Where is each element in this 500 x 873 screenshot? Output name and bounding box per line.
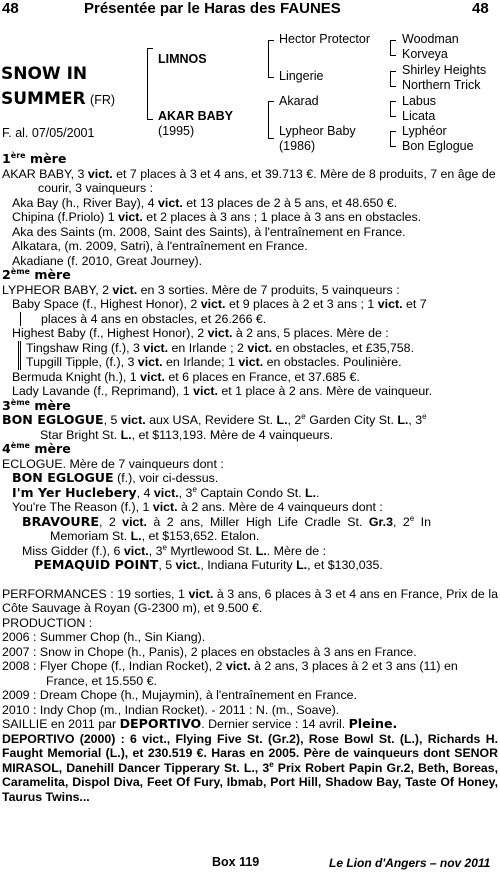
- section-2nd-dam: 2ème mère: [2, 266, 71, 282]
- dam-parents-bracket: [268, 101, 274, 139]
- produce-akadiane: Akadiane (f. 2010, Great Journey).: [12, 253, 203, 268]
- lot-number-left: 48: [2, 0, 19, 17]
- produce-baby-space-cont: places à 4 ans en obstacles, et 26.266 €.: [20, 312, 498, 327]
- produce-bravoure-cont: Memoriam St. L., et $153,652. Etalon.: [50, 529, 260, 543]
- pedigree-gs-1: Hector Protector: [279, 32, 371, 46]
- produce-miss-gidder: Miss Gidder (f.), 6 vict., 3e Myrtlewood St. L.. Mère de :: [22, 542, 327, 558]
- production-2006: 2006 : Summer Chop (h., Sin Kiang).: [2, 630, 206, 644]
- produce-huclebery: I'm Yer Huclebery, 4 vict., 3e Captain Condo St. L..: [12, 484, 320, 500]
- pedigree-ggs-3: Shirley Heights: [402, 63, 487, 77]
- dam-lypheor-baby: LYPHEOR BABY, 2 vict. en 3 sorties. Mère de 7 produits, 5 vainqueurs :: [2, 282, 400, 297]
- highest-baby-produce: [18, 341, 498, 370]
- pedigree-sire: LIMNOS: [158, 52, 207, 66]
- pedigree-ggs-1: Woodman: [402, 32, 459, 46]
- pedigree-ggs-6: Licata: [402, 109, 436, 123]
- lot-number-right: 48: [472, 0, 489, 17]
- pedigree-ggs-4: Northern Trick: [402, 78, 481, 92]
- pedigree-gs-4: Lypheor Baby: [279, 124, 356, 138]
- produce-bermuda-knight: Bermuda Knight (h.), 1 vict. et 6 places en France, et 37.685 €.: [12, 369, 360, 384]
- produce-aka-des-saints: Aka des Saints (m. 2008, Saint des Saints), à l'entraînement en France.: [12, 224, 406, 239]
- pedigree-ggs-8: Bon Eglogue: [402, 139, 474, 153]
- ggs-bracket-4: [390, 131, 396, 147]
- sire-deportivo-summary: DEPORTIVO (2000) : 6 vict., Flying Five St. (Gr.2), Rose Bowl St. (L.), Richards H. Faught Memorial (L.), et 230.519 €. Haras en 2005. Père de vainqueurs dont SENOR MIRASOL, Danehill Dancer Tipperary St. L., 3e Prix Robert Papin Gr.2, Beth, Boreas, Caramelita, Dispol Diva, Feet Of Fury, Ibmab, Port Hill, Shadow Bay, Taste Of Honey, Taurus Twins...: [2, 731, 499, 804]
- pedigree-dam-year: (1995): [158, 124, 195, 138]
- section-4th-dam: 4ème mère: [2, 440, 71, 456]
- produce-bravoure: BRAVOURE, 2 vict. à 2 ans, Miller High Life Cradle St. Gr.3, 2e In: [22, 513, 431, 529]
- pedigree-ggs-5: Labus: [402, 94, 437, 108]
- horse-name-line1: SNOW IN: [1, 64, 88, 84]
- production-2009: 2009 : Dream Chope (h., Mujaymin), à l'entraînement en France.: [2, 688, 357, 702]
- production-2007: 2007 : Snow in Chope (h., Panis), 2 places en obstacles à 3 ans en France.: [2, 644, 417, 659]
- horse-name-line2-wrap: [1, 89, 115, 109]
- saillie: SAILLIE en 2011 par DEPORTIVO. Dernier service : 14 avril. Pleine.: [2, 716, 398, 731]
- pedigree-gs-3: Akarad: [279, 94, 319, 108]
- produce-alkatara: Alkatara, (m. 2009, Satri), à l'entraînement en France.: [12, 239, 308, 253]
- ggs-bracket-1: [390, 40, 396, 56]
- dam-bon-eglogue-cont: Star Bright St. L., et $113,193. Mère de 4 vainqueurs.: [40, 427, 334, 442]
- pedigree-ggs-7: Lyphéor: [402, 124, 447, 138]
- produce-youre-the-reason: You're The Reason (f.), 1 vict. à 2 ans. Mère de 4 vainqueurs dont :: [12, 500, 383, 514]
- section-1st-dam: 1ère mère: [2, 150, 67, 166]
- page-title: Présentée par le Haras des FAUNES: [84, 0, 341, 17]
- produce-lady-lavande: Lady Lavande (f., Reprimand), 1 vict. et 1 place à 2 ans. Mère de vainqueur.: [12, 384, 433, 398]
- pedigree-dam: AKAR BABY: [158, 109, 233, 123]
- dam-akar-baby: AKAR BABY, 3 vict. et 7 places à 3 et 4 ans, et 39.713 €. Mère de 8 produits, 7 en âge de courir, 3 vainqueurs :: [2, 166, 496, 195]
- pedigree-gs-4-year: (1986): [279, 139, 316, 153]
- horse-country: (FR): [90, 93, 116, 107]
- box-number: Box 119: [212, 855, 260, 869]
- performances: PERFORMANCES : 19 sorties, 1 vict. à 3 ans, 6 places à 3 et 4 ans en France, Prix de la Côte Sauvage à Royan (G-2300 m), et 9.500 €.: [2, 586, 498, 615]
- produce-bon-eglogue: BON EGLOGUE (f.), voir ci-dessus.: [12, 470, 219, 485]
- footer-source: Le Lion d'Angers – nov 2011: [329, 856, 491, 870]
- produce-baby-space: Baby Space (f., Highest Honor), 2 vict. et 9 places à 2 et 3 ans ; 1 vict. et 7: [12, 297, 427, 311]
- production-heading: PRODUCTION :: [2, 615, 93, 630]
- section-3rd-dam: 3ème mère: [2, 397, 71, 413]
- ggs-bracket-2: [390, 71, 396, 87]
- dam-bon-eglogue: BON EGLOGUE, 5 vict. aux USA, Revidere St. L., 2e Garden City St. L., 3e: [2, 411, 427, 427]
- production-2008: 2008 : Flyer Chope (f., Indian Rocket), 2 vict. à 2 ans, 3 places à 2 et 3 ans (11) en France, et 15.550 €.: [2, 659, 458, 688]
- pedigree-gs-2: Lingerie: [279, 69, 324, 83]
- dam-eclogue: ECLOGUE. Mère de 7 vainqueurs dont :: [2, 456, 224, 471]
- ggs-bracket-3: [390, 101, 396, 117]
- sire-parents-bracket: [268, 40, 274, 78]
- produce-aka-bay: Aka Bay (h., River Bay), 4 vict. et 13 places de 2 à 5 ans, et 48.650 €.: [12, 195, 398, 210]
- produce-tingshaw-ring: Tingshaw Ring (f.), 3 vict. en Irlande ; 2 vict. en obstacles, et £35,758.: [26, 340, 415, 355]
- catalogue-text: [2, 152, 498, 804]
- horse-name-line2: SUMMER: [1, 89, 86, 109]
- produce-pemaquid-point: PEMAQUID POINT, 5 vict., Indiana Futurity L., et $130,035.: [34, 557, 383, 572]
- horse-birth: F. al. 07/05/2001: [2, 126, 95, 140]
- pedigree-ggs-2: Korveya: [402, 47, 448, 61]
- produce-chipina: Chipina (f.Priolo) 1 vict. et 2 places à 3 ans ; 1 place à 3 ans en obstacles.: [12, 210, 422, 224]
- produce-highest-baby: Highest Baby (f., Highest Honor), 2 vict. à 2 ans, 5 places. Mère de :: [12, 326, 389, 340]
- produce-tupgill-tipple: Tupgill Tipple, (f.), 3 vict. en Irlande; 1 vict. en obstacles. Poulinière.: [26, 355, 402, 369]
- production-2010-2011: 2010 : Indy Chop (m., Indian Rocket). - 2011 : N. (m., Soave).: [2, 702, 340, 717]
- sire-dam-bracket: [147, 48, 153, 120]
